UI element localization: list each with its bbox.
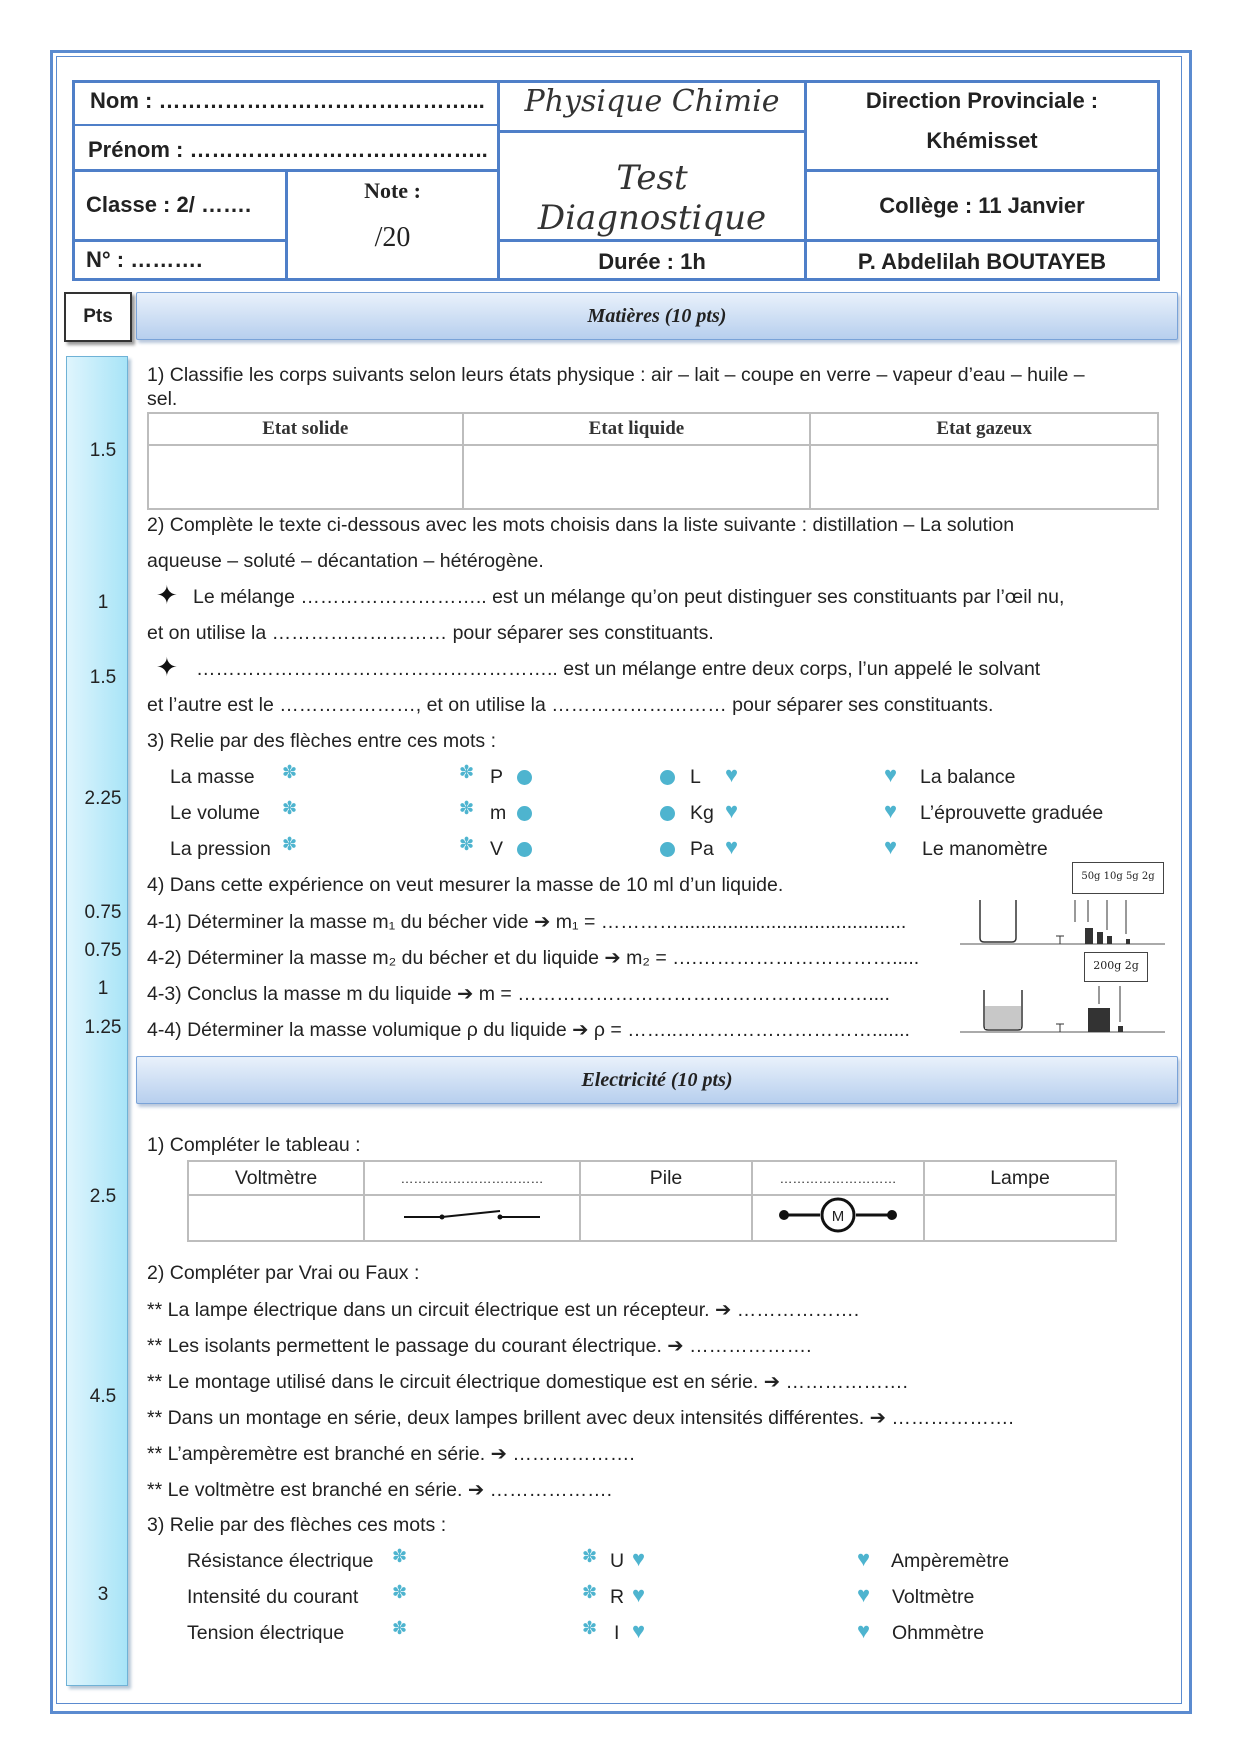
cell-switch-symbol	[364, 1195, 580, 1241]
cell-answer-pile[interactable]	[580, 1195, 752, 1241]
true-false-statement[interactable]: ** Le montage utilisé dans le circuit électrique domestique est en série. ➔ ……………….	[147, 1371, 908, 1393]
points-value: 1.25	[84, 1017, 122, 1038]
dot-connector-icon[interactable]	[660, 806, 675, 821]
heart-connector-icon[interactable]: ♥	[857, 1582, 871, 1607]
header-solid: Etat solide	[148, 413, 463, 445]
heart-connector-icon[interactable]: ♥	[884, 834, 898, 859]
direction-value: Khémisset	[926, 128, 1038, 153]
subject-title: Physique Chimie	[524, 84, 780, 119]
heart-connector-icon[interactable]: ♥	[725, 798, 739, 823]
dot-connector-icon[interactable]	[660, 770, 675, 785]
elec-question-1: 1) Compléter le tableau :	[147, 1134, 361, 1156]
flower-connector-icon[interactable]: ✽	[459, 798, 475, 818]
dot-connector-icon[interactable]	[517, 770, 532, 785]
heart-connector-icon[interactable]: ♥	[725, 834, 739, 859]
match-item: Le manomètre	[922, 838, 1048, 860]
direction-label: Direction Provinciale :	[865, 88, 1099, 113]
pts-box	[64, 292, 132, 342]
flower-connector-icon[interactable]: ✽	[582, 1618, 598, 1638]
elec-question-2: 2) Compléter par Vrai ou Faux :	[147, 1262, 420, 1284]
match-item: Ampèremètre	[891, 1550, 1010, 1572]
heart-connector-icon[interactable]: ♥	[632, 1546, 646, 1571]
classe-field[interactable]: Classe : 2/ …….	[86, 192, 252, 217]
flower-connector-icon[interactable]: ✽	[582, 1546, 598, 1566]
match-item: m	[490, 802, 507, 824]
match-item: La balance	[920, 766, 1016, 788]
points-value: 1.5	[89, 667, 117, 688]
true-false-statement[interactable]: ** Les isolants permettent le passage du courant électrique. ➔ ……………….	[147, 1335, 812, 1357]
question-4-2[interactable]: 4-2) Déterminer la masse m₂ du bécher et du liquide ➔ m₂ = ….………………………….....	[147, 947, 920, 969]
match-item: La pression	[170, 838, 271, 860]
points-value: 0.75	[84, 940, 122, 961]
answer-cell-solid[interactable]	[148, 445, 463, 509]
dot-connector-icon[interactable]	[517, 842, 532, 857]
points-value: 1	[97, 592, 109, 613]
header-gas: Etat gazeux	[810, 413, 1158, 445]
question-3: 3) Relie par des flèches entre ces mots :	[147, 730, 496, 752]
match-item: V	[490, 838, 504, 860]
flower-connector-icon[interactable]: ✽	[459, 762, 475, 782]
points-value: 4.5	[89, 1386, 117, 1407]
true-false-statement[interactable]: ** Dans un montage en série, deux lampes brillent avec deux intensités différentes. ➔ ……………….	[147, 1407, 1014, 1429]
flower-connector-icon[interactable]: ✽	[392, 1546, 408, 1566]
flower-connector-icon[interactable]: ✽	[582, 1582, 598, 1602]
match-item: Tension électrique	[187, 1622, 345, 1644]
flower-connector-icon[interactable]: ✽	[459, 834, 475, 854]
heart-connector-icon[interactable]: ♥	[632, 1582, 646, 1607]
cell-pile: Pile	[580, 1161, 752, 1195]
section-title-matieres: Matières (10 pts)	[136, 292, 1178, 340]
section-title-electricite: Electricité (10 pts)	[136, 1056, 1178, 1104]
header-liquid: Etat liquide	[463, 413, 811, 445]
fill-line-3[interactable]: ……………………………………………….. est un mélange entre deux corps, l’un appelé le solvant	[196, 658, 1041, 680]
professeur: P. Abdelilah BOUTAYEB	[857, 249, 1107, 274]
points-value: 2.25	[84, 788, 122, 809]
points-value: 2.5	[89, 1186, 117, 1207]
elec-question-3: 3) Relie par des flèches ces mots :	[147, 1514, 447, 1536]
symbols-table	[187, 1160, 1117, 1242]
flower-connector-icon[interactable]: ✽	[282, 762, 298, 782]
question-4-3[interactable]: 4-3) Conclus la masse m du liquide ➔ m = ………………………………………………....	[147, 983, 890, 1005]
points-value: 1.5	[89, 440, 117, 461]
match-item: Kg	[690, 802, 714, 824]
test-title: Test Diagnostique	[537, 158, 767, 238]
cell-blank-1[interactable]: ……………………………	[364, 1161, 580, 1195]
answer-cell-liquid[interactable]	[463, 445, 811, 509]
true-false-statement[interactable]: ** Le voltmètre est branché en série. ➔ ……………….	[147, 1479, 613, 1501]
match-item: Le volume	[170, 802, 260, 824]
match-item: Intensité du courant	[187, 1586, 359, 1608]
motor-label: M	[831, 1208, 845, 1225]
cell-lampe: Lampe	[924, 1161, 1116, 1195]
flower-connector-icon[interactable]: ✽	[282, 834, 298, 854]
cell-motor-symbol	[752, 1195, 924, 1241]
match-item: R	[610, 1586, 625, 1608]
note-label: Note :	[364, 178, 421, 203]
cell-answer-voltmetre[interactable]	[188, 1195, 364, 1241]
nom-field[interactable]: Nom : ……………………………………...	[90, 88, 485, 113]
match-item: Pa	[690, 838, 714, 860]
fill-line-1[interactable]: Le mélange ……………………….. est un mélange qu’on peut distinguer ses constituants par l’œil nu,	[193, 586, 1065, 608]
flower-connector-icon[interactable]: ✽	[392, 1618, 408, 1638]
numero-field[interactable]: N° : ……….	[86, 247, 203, 272]
star-bullet-icon: ✦	[156, 580, 178, 610]
open-switch-icon	[402, 1205, 542, 1225]
match-item: La masse	[170, 766, 255, 788]
cell-blank-2[interactable]: ………………………	[752, 1161, 924, 1195]
match-item: L’éprouvette graduée	[920, 802, 1104, 824]
question-1-cont: sel.	[147, 388, 178, 410]
fill-line-2[interactable]: et on utilise la ……………………… pour séparer ses constituants.	[147, 622, 714, 644]
points-value: 0.75	[84, 902, 122, 923]
heart-connector-icon[interactable]: ♥	[857, 1618, 871, 1643]
heart-connector-icon[interactable]: ♥	[857, 1546, 871, 1571]
star-bullet-icon: ✦	[156, 652, 178, 682]
question-4-1[interactable]: 4-1) Déterminer la masse m₁ du bécher vide ➔ m₁ = …………..........................................	[147, 911, 907, 933]
heart-connector-icon[interactable]: ♥	[884, 762, 898, 787]
true-false-statement[interactable]: ** L’ampèremètre est branché en série. ➔ ……………….	[147, 1443, 635, 1465]
heart-connector-icon[interactable]: ♥	[884, 798, 898, 823]
cell-answer-lampe[interactable]	[924, 1195, 1116, 1241]
points-value: 1	[97, 978, 109, 999]
match-item: Ohmmètre	[892, 1622, 985, 1644]
duree: Durée : 1h	[598, 249, 706, 274]
pts-label: Pts	[83, 306, 113, 327]
heart-connector-icon[interactable]: ♥	[632, 1618, 646, 1643]
question-4-4[interactable]: 4-4) Déterminer la masse volumique ρ du liquide ➔ ρ = ……..………………………….......	[147, 1019, 910, 1041]
weights-label-top: 50g 10g 5g 2g	[1072, 862, 1164, 894]
question-4: 4) Dans cette expérience on veut mesurer la masse de 10 ml d’un liquide.	[147, 874, 784, 896]
match-item: Résistance électrique	[187, 1550, 374, 1572]
flower-connector-icon[interactable]: ✽	[392, 1582, 408, 1602]
note-value: /20	[374, 222, 411, 253]
weights-label-bottom: 200g 2g	[1084, 952, 1148, 982]
true-false-statement[interactable]: ** La lampe électrique dans un circuit électrique est un récepteur. ➔ ……………….	[147, 1299, 860, 1321]
balance-drawing	[960, 890, 1166, 1040]
match-item: L	[690, 766, 701, 788]
question-2-cont: aqueuse – soluté – décantation – hétérogène.	[147, 550, 544, 572]
college: Collège : 11 Janvier	[879, 193, 1085, 218]
dot-connector-icon[interactable]	[517, 806, 532, 821]
heart-connector-icon[interactable]: ♥	[725, 762, 739, 787]
answer-cell-gas[interactable]	[810, 445, 1158, 509]
cell-voltmetre: Voltmètre	[188, 1161, 364, 1195]
match-item: U	[610, 1550, 625, 1572]
prenom-field[interactable]: Prénom : …………………………………..	[88, 137, 488, 162]
match-item: P	[490, 766, 504, 788]
match-item: Voltmètre	[892, 1586, 975, 1608]
flower-connector-icon[interactable]: ✽	[282, 798, 298, 818]
states-table	[147, 412, 1159, 510]
dot-connector-icon[interactable]	[660, 842, 675, 857]
question-2: 2) Complète le texte ci-dessous avec les mots choisis dans la liste suivante : distillation – La solution	[147, 514, 1015, 536]
match-item: I	[614, 1622, 620, 1644]
question-1: 1) Classifie les corps suivants selon leurs états physique : air – lait – coupe en verre – vapeur d’eau – huile –	[147, 364, 1085, 386]
fill-line-4[interactable]: et l’autre est le …………………, et on utilise la ……………………… pour séparer ses constituants.	[147, 694, 994, 716]
points-value: 3	[97, 1584, 109, 1605]
